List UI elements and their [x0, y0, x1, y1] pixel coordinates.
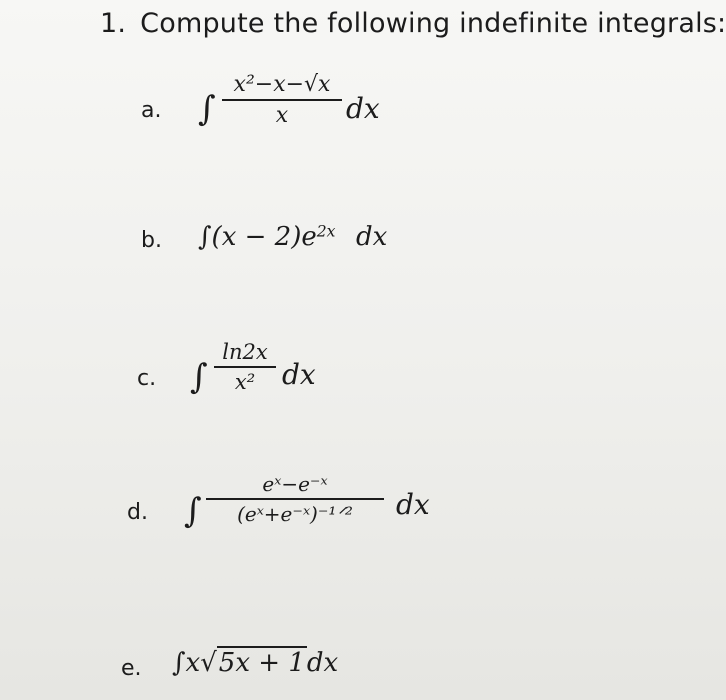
problem-e-letter: e.: [121, 656, 142, 681]
problem-e-prefix: ∫x: [172, 648, 201, 678]
problem-d-differential: dx: [396, 488, 430, 521]
problem-d-denominator: (eˣ+e⁻ˣ)⁻¹ᐟ²: [237, 502, 353, 526]
problem-c-numerator: ln2x: [222, 340, 268, 364]
problem-d-letter: d.: [127, 500, 148, 525]
problem-e-differential: dx: [306, 648, 339, 678]
problem-b-letter: b.: [141, 228, 162, 253]
problem-a-denominator: x: [275, 103, 289, 128]
problem-c-denominator: x²: [234, 370, 256, 394]
problem-a-fraction-bar: [222, 99, 342, 101]
problem-d-fraction: [206, 472, 384, 526]
problem-b-differential: dx: [356, 222, 388, 252]
problem-d-fraction-bar: [206, 498, 384, 500]
problem-instruction: Compute the following indefinite integrals:: [140, 8, 726, 39]
problem-c-differential: dx: [282, 358, 316, 391]
problem-c-letter: c.: [137, 366, 157, 391]
problem-heading: [100, 8, 726, 39]
problem-e-expression: [172, 648, 338, 678]
problem-a-letter: a.: [141, 98, 162, 123]
problem-c-fraction: [214, 340, 276, 394]
problem-e-radicand: 5x + 1: [218, 648, 305, 678]
problem-d-numerator: eˣ−e⁻ˣ: [262, 472, 328, 496]
problem-number: 1.: [100, 8, 127, 39]
square-root-icon: √: [200, 648, 217, 678]
problem-a-fraction: [222, 72, 342, 128]
problem-a-integral-sign: ∫: [198, 89, 216, 129]
problem-b-exponent: 2x: [316, 222, 336, 241]
problem-b-base: ∫(x − 2)e: [198, 222, 317, 252]
problem-a-numerator: x²−x−√x: [233, 72, 331, 97]
problem-a-differential: dx: [346, 92, 380, 125]
problem-c-integral-sign: ∫: [190, 357, 208, 397]
problem-c-fraction-bar: [214, 366, 276, 368]
problem-b-expression: [198, 222, 335, 252]
problem-d-integral-sign: ∫: [184, 491, 202, 531]
